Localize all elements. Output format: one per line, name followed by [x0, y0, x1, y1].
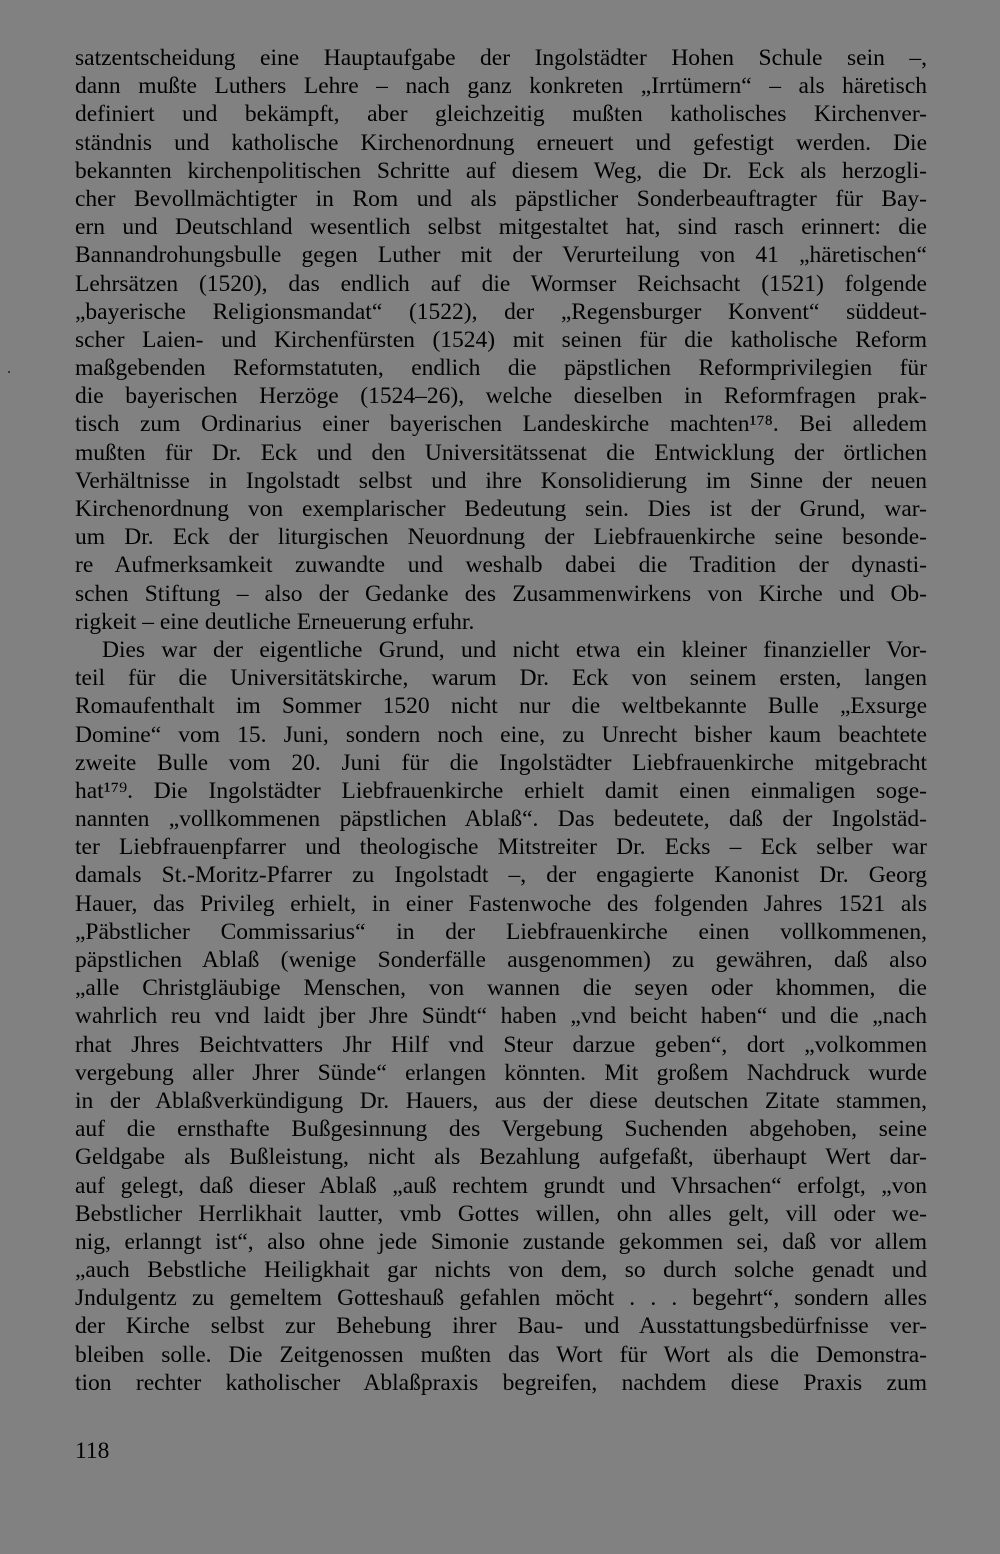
text-line: wahrlich reu vnd laidt jber Jhre Sündt“ haben „vnd beicht haben“ und die „nach: [75, 1003, 927, 1030]
text-line: „Päbstlicher Commissarius“ in der Liebfrauenkirche einen vollkommenen,: [75, 918, 927, 945]
text-line: auf gelegt, daß dieser Ablaß „auß rechtem grundt und Vhrsachen“ erfolgt, „von: [75, 1172, 927, 1199]
text-line: vergebung aller Jhrer Sünde“ erlangen könnten. Mit großem Nachdruck wurde: [75, 1059, 927, 1086]
text-line: mußten für Dr. Eck und den Universitätssenat die Entwicklung der örtlichen: [75, 439, 927, 466]
text-line: um Dr. Eck der liturgischen Neuordnung der Liebfrauenkirche seine besonde-: [75, 524, 927, 551]
text-line: nig, erlanngt ist“, also ohne jede Simonie zustande gekommen sei, daß vor allem: [75, 1228, 927, 1255]
text-line: zweite Bulle vom 20. Juni für die Ingolstädter Liebfrauenkirche mitgebracht: [75, 749, 927, 776]
text-line: „auch Bebstliche Heiligkhait gar nichts von dem, so durch solche genadt und: [75, 1257, 927, 1284]
text-line: definiert und bekämpft, aber gleichzeitig mußten katholisches Kirchenver-: [75, 101, 927, 128]
text-line: Lehrsätzen (1520), das endlich auf die Wormser Reichsacht (1521) folgende: [75, 270, 927, 297]
text-line: ständnis und katholische Kirchenordnung erneuert und gefestigt werden. Die: [75, 129, 927, 156]
text-line: hat¹⁷⁹. Die Ingolstädter Liebfrauenkirche erhielt damit einen einmaligen soge-: [75, 777, 927, 804]
text-line: Bannandrohungsbulle gegen Luther mit der Verurteilung von 41 „häretischen“: [75, 242, 927, 269]
text-line: päpstlichen Ablaß (wenige Sonderfälle ausgenommen) zu gewähren, daß also: [75, 947, 927, 973]
text-line: „bayerische Religionsmandat“ (1522), der „Regensburger Konvent“ süddeut-: [75, 298, 927, 325]
text-line: der Kirche selbst zur Behebung ihrer Bau- und Ausstattungsbedürfnisse ver-: [75, 1313, 927, 1340]
text-line: scher Laien- und Kirchenfürsten (1524) mit seinen für die katholische Reform: [75, 326, 927, 353]
paragraph-start-line: Dies war der eigentliche Grund, und nicht etwa ein kleiner finanzieller Vor-: [102, 636, 927, 663]
text-line: Jndulgentz zu gemeltem Gotteshauß gefahlen möcht . . . begehrt“, sondern alles: [75, 1285, 927, 1312]
text-line: Bebstlicher Herrlikhait lautter, vmb Gottes willen, ohn alles gelt, vill oder we-: [75, 1200, 927, 1227]
text-line: damals St.-Moritz-Pfarrer zu Ingolstadt –, der engagierte Kanonist Dr. Georg: [75, 862, 927, 889]
text-line: auf die ernsthafte Bußgesinnung des Vergebung Suchenden abgehoben, seine: [75, 1116, 927, 1143]
text-line: in der Ablaßverkündigung Dr. Hauers, aus der diese deutschen Zitate stammen,: [75, 1087, 927, 1114]
text-line: die bayerischen Herzöge (1524–26), welche dieselben in Reformfragen prak-: [75, 383, 927, 410]
text-line: Domine“ vom 15. Juni, sondern noch eine, zu Unrecht bisher kaum beachtete: [75, 721, 927, 748]
text-line: cher Bevollmächtigter in Rom und als päpstlicher Sonderbeauftragter für Bay-: [75, 185, 927, 212]
body-text: [75, 44, 927, 1397]
text-line: ter Liebfrauenpfarrer und theologische Mitstreiter Dr. Ecks – Eck selber war: [75, 834, 927, 861]
text-line: „alle Christgläubige Menschen, von wannen die seyen oder khommen, die: [75, 975, 927, 1002]
text-line: dann mußte Luthers Lehre – nach ganz konkreten „Irrtümern“ – als häretisch: [75, 73, 927, 100]
text-line: rigkeit – eine deutliche Erneuerung erfuhr.: [75, 608, 475, 635]
text-line: nannten „vollkommenen päpstlichen Ablaß“. Das bedeutete, daß der Ingolstäd-: [75, 806, 927, 833]
text-line: satzentscheidung eine Hauptaufgabe der Ingolstädter Hohen Schule sein –,: [75, 45, 927, 71]
text-line: Verhältnisse in Ingolstadt selbst und ihre Konsolidierung im Sinne der neuen: [75, 467, 927, 494]
text-line: re Aufmerksamkeit zuwandte und weshalb dabei die Tradition der dynasti-: [75, 552, 927, 579]
text-line: teil für die Universitätskirche, warum Dr. Eck von seinem ersten, langen: [75, 665, 927, 692]
text-line: Hauer, das Privileg erhielt, in einer Fastenwoche des folgenden Jahres 1521 als: [75, 890, 927, 917]
page-number: 118: [75, 1438, 110, 1464]
text-line: bekannten kirchenpolitischen Schritte auf diesem Weg, die Dr. Eck als herzogli-: [75, 157, 927, 184]
text-line: tisch zum Ordinarius einer bayerischen Landeskirche machten¹⁷⁸. Bei alledem: [75, 411, 927, 438]
text-line: Kirchenordnung von exemplarischer Bedeutung sein. Dies ist der Grund, war-: [75, 496, 927, 522]
text-line: rhat Jhres Beichtvatters Jhr Hilf vnd Steur darzue geben“, dort „volkommen: [75, 1031, 927, 1058]
text-line: bleiben solle. Die Zeitgenossen mußten das Wort für Wort als die Demonstra-: [75, 1341, 927, 1368]
text-line: ern und Deutschland wesentlich selbst mitgestaltet hat, sind rasch erinnert: die: [75, 214, 927, 241]
text-line: Romaufenthalt im Sommer 1520 nicht nur die weltbekannte Bulle „Exsurge: [75, 693, 927, 720]
text-line: schen Stiftung – also der Gedanke des Zusammenwirkens von Kirche und Ob-: [75, 580, 927, 607]
text-line: Geldgabe als Bußleistung, nicht als Bezahlung aufgefaßt, überhaupt Wert dar-: [75, 1144, 927, 1171]
text-line: maßgebenden Reformstatuten, endlich die päpstlichen Reformprivilegien für: [75, 355, 927, 382]
text-line: tion rechter katholischer Ablaßpraxis begreifen, nachdem diese Praxis zum: [75, 1369, 927, 1396]
scan-speck: [8, 371, 10, 373]
